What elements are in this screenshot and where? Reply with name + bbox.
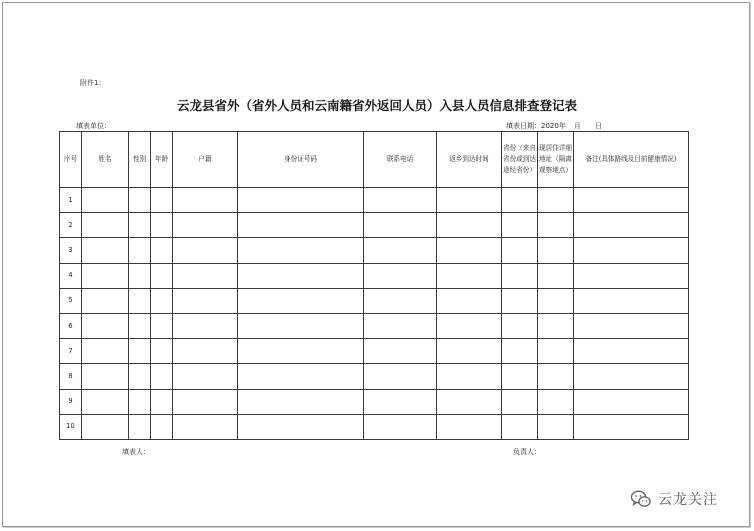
table-cell bbox=[502, 414, 538, 439]
month-label: 月 bbox=[573, 122, 581, 130]
header-province: 省份（来自省份或到达途经省份） bbox=[502, 132, 538, 188]
table-cell bbox=[502, 364, 538, 389]
table-row bbox=[60, 313, 689, 338]
table-cell bbox=[502, 313, 538, 338]
row-index: 2 bbox=[60, 213, 82, 238]
table-cell bbox=[437, 238, 502, 263]
row-index: 10 bbox=[60, 414, 82, 439]
day-label: 日 bbox=[594, 122, 602, 130]
table-cell bbox=[82, 188, 129, 213]
table-cell bbox=[173, 364, 238, 389]
table-cell bbox=[173, 414, 238, 439]
table-cell bbox=[82, 364, 129, 389]
table-cell bbox=[538, 238, 574, 263]
table-cell bbox=[364, 414, 437, 439]
table-cell bbox=[238, 288, 364, 313]
row-index: 9 bbox=[60, 389, 82, 414]
wechat-icon bbox=[630, 489, 652, 509]
table-row bbox=[60, 263, 689, 288]
fill-date bbox=[506, 121, 602, 131]
table-cell bbox=[82, 288, 129, 313]
header-name: 姓名 bbox=[82, 132, 129, 188]
attachment-label: 附件1： bbox=[80, 79, 106, 87]
table-cell bbox=[437, 263, 502, 288]
table-cell bbox=[364, 339, 437, 364]
table-cell bbox=[173, 313, 238, 338]
table-cell bbox=[437, 188, 502, 213]
table-cell bbox=[129, 414, 151, 439]
table-cell bbox=[502, 339, 538, 364]
table-cell bbox=[538, 339, 574, 364]
row-index: 7 bbox=[60, 339, 82, 364]
table-cell bbox=[151, 364, 173, 389]
table-cell bbox=[238, 313, 364, 338]
row-index: 3 bbox=[60, 238, 82, 263]
table-cell bbox=[173, 389, 238, 414]
table-cell bbox=[437, 364, 502, 389]
table-cell bbox=[173, 288, 238, 313]
table-row bbox=[60, 213, 689, 238]
table-cell bbox=[538, 364, 574, 389]
header-gender: 性别 bbox=[129, 132, 151, 188]
table-cell bbox=[82, 339, 129, 364]
header-remarks: 备注(具体路线及目前健康情况) bbox=[574, 132, 689, 188]
table-cell bbox=[151, 213, 173, 238]
header-index: 序号 bbox=[60, 132, 82, 188]
table-cell bbox=[574, 414, 689, 439]
table-cell bbox=[173, 263, 238, 288]
table-cell bbox=[538, 389, 574, 414]
table-cell bbox=[364, 288, 437, 313]
table-cell bbox=[82, 414, 129, 439]
table-cell bbox=[151, 238, 173, 263]
table-cell bbox=[364, 364, 437, 389]
fill-unit-label: 填表单位： bbox=[76, 122, 111, 130]
table-cell bbox=[151, 414, 173, 439]
table-cell bbox=[82, 263, 129, 288]
header-household: 户籍 bbox=[173, 132, 238, 188]
table-cell bbox=[364, 213, 437, 238]
row-index: 6 bbox=[60, 313, 82, 338]
table-cell bbox=[364, 238, 437, 263]
table-cell bbox=[82, 389, 129, 414]
table-cell bbox=[437, 313, 502, 338]
table-cell bbox=[238, 339, 364, 364]
table-row bbox=[60, 414, 689, 439]
table-cell bbox=[129, 364, 151, 389]
table-cell bbox=[502, 288, 538, 313]
table-cell bbox=[574, 188, 689, 213]
table-cell bbox=[502, 263, 538, 288]
header-id-number: 身份证号码 bbox=[238, 132, 364, 188]
table-cell bbox=[238, 364, 364, 389]
header-address: 现居住详细地址（隔离观察地点） bbox=[538, 132, 574, 188]
row-index: 5 bbox=[60, 288, 82, 313]
table-cell bbox=[238, 263, 364, 288]
table-cell bbox=[151, 288, 173, 313]
table-cell bbox=[437, 213, 502, 238]
table-cell bbox=[238, 414, 364, 439]
table-cell bbox=[151, 389, 173, 414]
table-row bbox=[60, 339, 689, 364]
brand-watermark bbox=[630, 489, 718, 509]
row-index: 4 bbox=[60, 263, 82, 288]
table-header-row bbox=[60, 132, 689, 188]
table-cell bbox=[502, 213, 538, 238]
filler-label: 填表人： bbox=[122, 448, 150, 456]
table-cell bbox=[574, 313, 689, 338]
table-row bbox=[60, 389, 689, 414]
table-cell bbox=[538, 213, 574, 238]
fill-date-label: 填表日期：2020年 bbox=[506, 122, 566, 130]
table-cell bbox=[574, 364, 689, 389]
table-cell bbox=[129, 339, 151, 364]
header-phone: 联系电话 bbox=[364, 132, 437, 188]
table-cell bbox=[129, 263, 151, 288]
table-cell bbox=[129, 188, 151, 213]
table-cell bbox=[437, 414, 502, 439]
table-cell bbox=[364, 188, 437, 213]
page-title: 云龙县省外（省外人员和云南籍省外返回人员）入县人员信息排查登记表 bbox=[176, 98, 577, 113]
table-cell bbox=[129, 213, 151, 238]
table-cell bbox=[538, 414, 574, 439]
table-cell bbox=[538, 313, 574, 338]
owner-label: 负责人： bbox=[513, 448, 541, 456]
table-cell bbox=[574, 339, 689, 364]
table-cell bbox=[173, 238, 238, 263]
table-cell bbox=[364, 389, 437, 414]
table-cell bbox=[238, 213, 364, 238]
header-arrival-time: 返乡到达时间 bbox=[437, 132, 502, 188]
table-cell bbox=[151, 188, 173, 213]
table-cell bbox=[82, 238, 129, 263]
table-cell bbox=[173, 213, 238, 238]
table-cell bbox=[574, 288, 689, 313]
table-cell bbox=[538, 263, 574, 288]
table-cell bbox=[502, 389, 538, 414]
table-cell bbox=[437, 288, 502, 313]
table-cell bbox=[82, 313, 129, 338]
header-age: 年龄 bbox=[151, 132, 173, 188]
table-cell bbox=[364, 263, 437, 288]
table-cell bbox=[502, 188, 538, 213]
table-cell bbox=[129, 238, 151, 263]
table-cell bbox=[151, 263, 173, 288]
table-row bbox=[60, 364, 689, 389]
table-cell bbox=[574, 238, 689, 263]
registration-table bbox=[59, 131, 689, 440]
table-cell bbox=[238, 238, 364, 263]
table-cell bbox=[129, 389, 151, 414]
table-cell bbox=[129, 313, 151, 338]
table-cell bbox=[538, 288, 574, 313]
table-cell bbox=[437, 339, 502, 364]
brand-text: 云龙关注 bbox=[658, 492, 718, 508]
table-cell bbox=[574, 263, 689, 288]
table-cell bbox=[151, 339, 173, 364]
table-cell bbox=[173, 188, 238, 213]
row-index: 1 bbox=[60, 188, 82, 213]
table-cell bbox=[151, 313, 173, 338]
table-cell bbox=[437, 389, 502, 414]
table-cell bbox=[574, 213, 689, 238]
table-cell bbox=[364, 313, 437, 338]
table-cell bbox=[538, 188, 574, 213]
table-cell bbox=[238, 188, 364, 213]
table-row bbox=[60, 188, 689, 213]
table-cell bbox=[82, 213, 129, 238]
table-cell bbox=[574, 389, 689, 414]
table-cell bbox=[502, 238, 538, 263]
table-cell bbox=[129, 288, 151, 313]
table-row bbox=[60, 238, 689, 263]
table-cell bbox=[173, 339, 238, 364]
row-index: 8 bbox=[60, 364, 82, 389]
table-cell bbox=[238, 389, 364, 414]
table-row bbox=[60, 288, 689, 313]
